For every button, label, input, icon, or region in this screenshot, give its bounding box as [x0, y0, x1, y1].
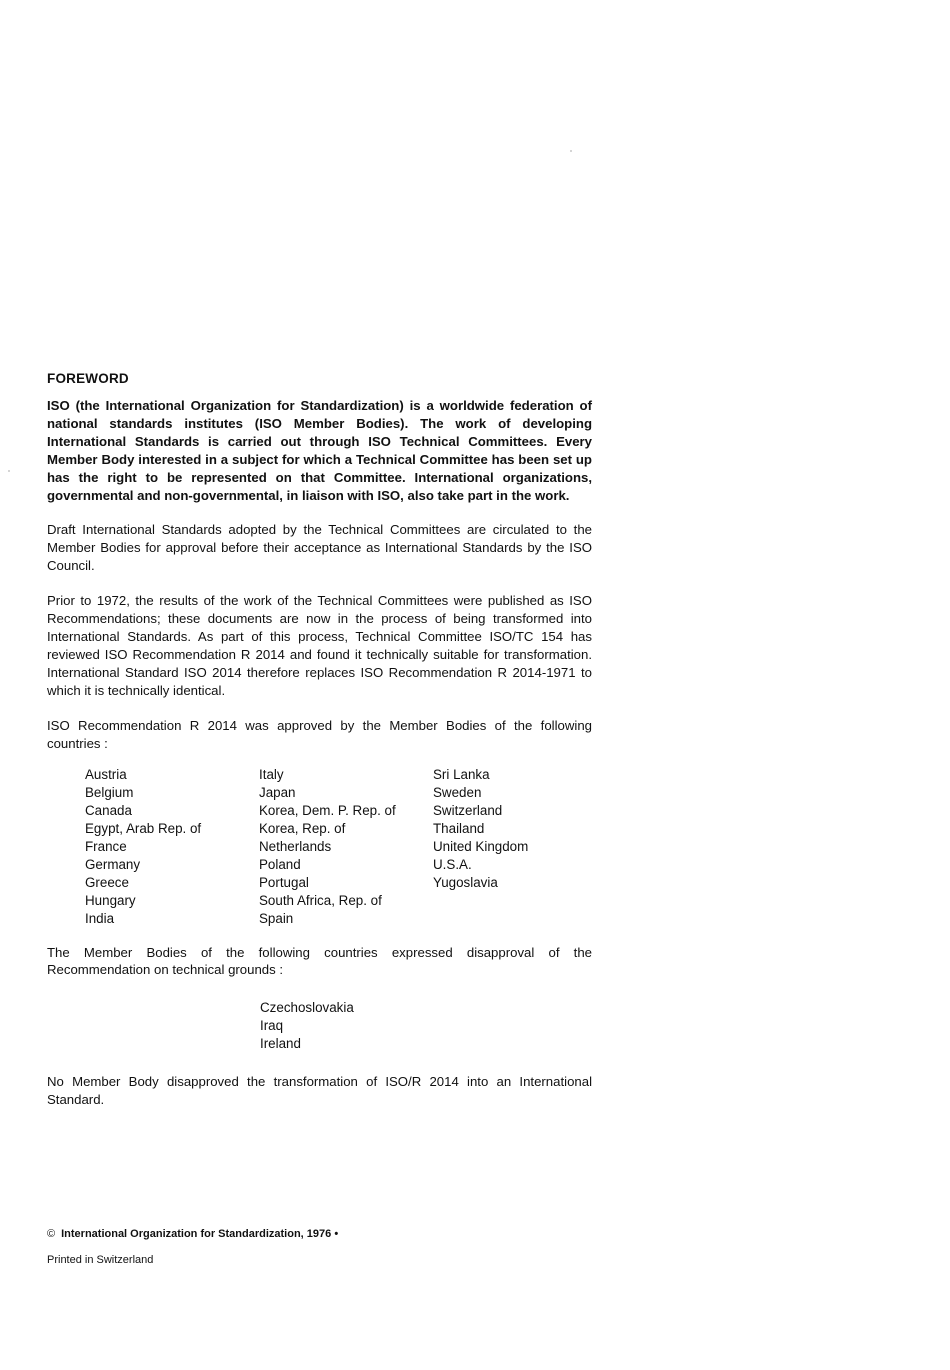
foreword-paragraph-3: Prior to 1972, the results of the work of the Technical Committees were published as ISO Recommendations; these documents are now in the process of being transformed into International Standards. As part of this process, Technical Committee ISO/TC 154 has reviewed ISO Recommendation R 2014 and found it technically suitable for transformation. International Standard ISO 2014 therefore replaces ISO Recommendation R 2014-1971 to which it is technically identical.	[47, 593, 592, 698]
country-item: Yugoslavia	[433, 874, 498, 890]
country-item: France	[85, 839, 127, 855]
country-item: Italy	[259, 767, 284, 783]
country-item: Korea, Rep. of	[259, 821, 346, 837]
country-item: Canada	[85, 803, 132, 819]
country-item: Switzerland	[433, 803, 503, 819]
country-item: Egypt, Arab Rep. of	[85, 821, 202, 837]
approving-countries-column-1	[85, 766, 259, 927]
scan-speck	[8, 470, 10, 472]
country-item: Czechoslovakia	[260, 1000, 354, 1016]
foreword-section	[47, 371, 592, 1126]
disapproval-paragraph: The Member Bodies of the following countries expressed disapproval of the Recommendation on technical grounds :	[47, 944, 592, 978]
country-item: Thailand	[433, 821, 485, 837]
copyright-line	[47, 1228, 338, 1240]
page-footer	[47, 1228, 338, 1266]
country-item: Korea, Dem. P. Rep. of	[259, 803, 396, 819]
country-item: United Kingdom	[433, 839, 529, 855]
country-item: India	[85, 910, 115, 926]
country-item: Hungary	[85, 892, 136, 908]
country-item: Netherlands	[259, 839, 332, 855]
country-item: Ireland	[260, 1036, 301, 1052]
country-item: Austria	[85, 767, 127, 783]
copyright-symbol: ©	[47, 1228, 56, 1240]
country-item: Iraq	[260, 1018, 284, 1034]
scan-speck	[570, 150, 572, 152]
closing-paragraph: No Member Body disapproved the transformation of ISO/R 2014 into an International Standard.	[47, 1074, 592, 1107]
approving-countries-column-3	[433, 766, 528, 927]
foreword-heading: FOREWORD	[47, 371, 129, 386]
country-item: Portugal	[259, 874, 309, 890]
country-item: Germany	[85, 856, 141, 872]
foreword-paragraph-1: ISO (the International Organization for Standardization) is a worldwide federation of national standards institutes (ISO Member Bodies). The work of developing International Standards is carried out through ISO Technical Committees. Every Member Body interested in a subject for which a Technical Committee has been set up has the right to be represented on that Committee. International organizations, governmental and non-governmental, in liaison with ISO, also take part in the work.	[47, 398, 592, 503]
country-item: Sri Lanka	[433, 767, 490, 783]
approving-countries-column-2	[259, 766, 433, 927]
approval-intro-paragraph: ISO Recommendation R 2014 was approved by the Member Bodies of the following countries :	[47, 717, 592, 751]
country-item: Poland	[259, 856, 301, 872]
approving-countries-list	[85, 766, 592, 927]
country-item: Japan	[259, 785, 296, 801]
country-item: Sweden	[433, 785, 482, 801]
country-item: Greece	[85, 874, 129, 890]
country-item: South Africa, Rep. of	[259, 892, 382, 908]
disapproving-countries-list	[260, 999, 592, 1053]
country-item: U.S.A.	[433, 856, 472, 872]
country-item: Spain	[259, 910, 294, 926]
printed-in-text: Printed in Switzerland	[47, 1254, 154, 1266]
copyright-text: International Organization for Standardization, 1976 •	[61, 1228, 339, 1240]
country-item: Belgium	[85, 785, 134, 801]
foreword-paragraph-2: Draft International Standards adopted by the Technical Committees are circulated to the Member Bodies for approval before their acceptance as International Standards by the ISO Council.	[47, 522, 592, 574]
